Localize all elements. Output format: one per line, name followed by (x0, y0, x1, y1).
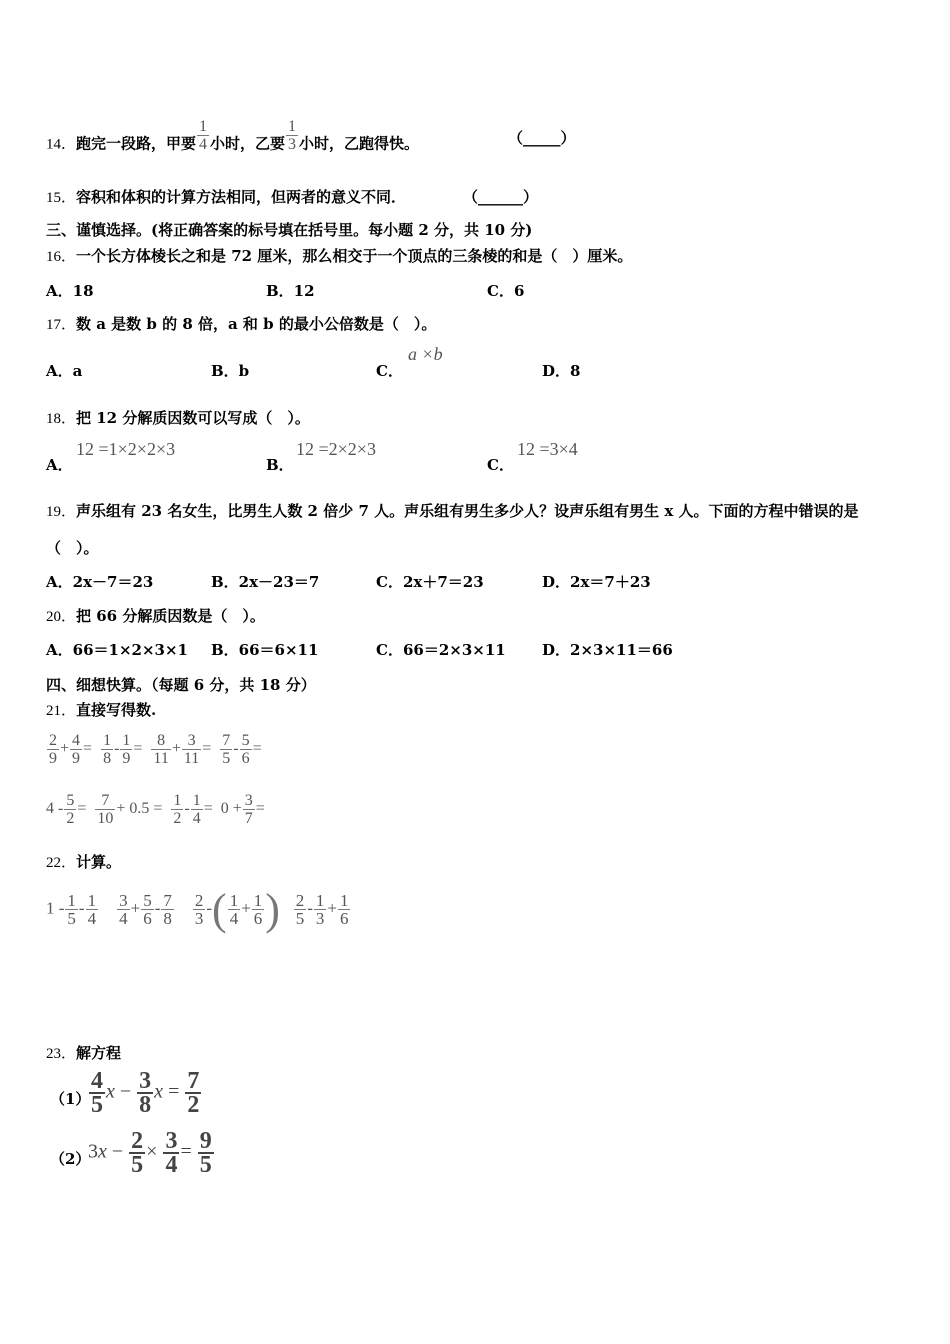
question-19 (46, 500, 859, 521)
question-text: 一个长方体棱长之和是 72 厘米，那么相交于一个顶点的三条棱的和是（ ）厘米。 (76, 247, 633, 265)
calculation-row: 1 - $\frac{1}{5}$ - $\frac{1}{4}$ $\frac{3}{4}$ + $\frac{5}{6}$ - $\frac{7}{8}$ $\frac{2}{3}$ -( $\frac{1}{4}$ + $\frac{1}{6}$ ) $\frac{2}{5}$ - $\frac{1}{3}$ + $\frac{1}{6}$ (46, 885, 349, 934)
question-text: 直接写得数. (76, 701, 157, 719)
question-text: 把 66 分解质因数是（ ）。 (76, 607, 265, 625)
question-18 (46, 407, 310, 428)
equation-2: 3x − $\frac{2}{5}$ × $\frac{3}{4}$ = $\frac{9}{5}$ (88, 1128, 212, 1178)
option-d[interactable]: D．2×3×11＝66 (542, 641, 673, 659)
question-16 (46, 245, 632, 266)
question-number: 17． (46, 317, 77, 333)
question-number: 15． (46, 190, 77, 206)
question-text: 声乐组有 23 名女生，比男生人数 2 倍少 7 人。声乐组有男生多少人？设声乐组有男生 x 人。下面的方程中错误的是 (76, 502, 859, 520)
answer-blank[interactable]: （_____） (508, 129, 576, 147)
question-text: 数 a 是数 b 的 8 倍，a 和 b 的最小公倍数是（ ）。 (76, 315, 437, 333)
option-c[interactable]: C． (376, 362, 403, 380)
equation-label-1: （1） (50, 1090, 91, 1108)
equation-1: $\frac{4}{5}$ x − $\frac{3}{8}$ x = $\frac{7}{2}$ (91, 1068, 200, 1118)
section-title: 三、谨慎选择。(将正确答案的标号填在括号里。每小题 2 分，共 10 分) (46, 221, 533, 239)
option-a[interactable]: A．a (46, 362, 83, 380)
option-a[interactable]: A． (46, 456, 73, 474)
option-a[interactable]: A．18 (46, 282, 94, 300)
expression-row-1: $\frac{2}{9}$ + $\frac{4}{9}$ = $\frac{1}{8}$ - $\frac{1}{9}$ = $\frac{8}{11}$ + $\frac{3}{11}$ = $\frac{7}{5}$ - $\frac{5}{6}$ = (49, 732, 262, 767)
question-number: 14． (46, 136, 77, 153)
option-c[interactable]: C．2x＋7＝23 (376, 573, 484, 591)
math-expression: 12 =3×4 (517, 439, 578, 459)
question-text: 把 12 分解质因数可以写成（ ）。 (76, 409, 310, 427)
math-expression: 12 =2×2×3 (296, 439, 376, 459)
option-d[interactable]: D．2x＝7＋23 (542, 573, 651, 591)
fraction-one-quarter: $\frac{1}{4}$ (199, 118, 208, 153)
question-text: 解方程 (76, 1044, 122, 1062)
question-20 (46, 605, 265, 626)
option-b[interactable]: B． (266, 456, 294, 474)
equation-label-2: （2） (50, 1150, 91, 1168)
answer-blank[interactable]: （______） (463, 188, 539, 206)
question-number: 19． (46, 504, 77, 520)
question-15 (46, 186, 406, 207)
question-23 (46, 1042, 121, 1063)
question-number: 22． (46, 855, 77, 871)
question-number: 23． (46, 1046, 77, 1062)
section-title: 四、细想快算。（每题 6 分，共 18 分） (46, 676, 316, 694)
option-b[interactable]: B．2x－23＝7 (211, 573, 320, 591)
option-b[interactable]: B．b (211, 362, 250, 380)
option-b[interactable]: B．12 (266, 282, 315, 300)
option-c[interactable]: C．66＝2×3×11 (376, 641, 506, 659)
option-a[interactable]: A．2x－7＝23 (46, 573, 154, 591)
question-number: 20． (46, 609, 77, 625)
question-22 (46, 851, 121, 872)
question-number: 21． (46, 703, 77, 719)
question-number: 16． (46, 249, 77, 265)
option-b[interactable]: B．66＝6×11 (211, 641, 319, 659)
question-number: 18． (46, 411, 77, 427)
question-text: 容积和体积的计算方法相同，但两者的意义不同． (76, 188, 407, 206)
question-text: 跑完一段路，甲要 (76, 134, 197, 153)
option-c[interactable]: C． (487, 456, 514, 474)
question-17 (46, 313, 436, 334)
fraction-one-third: $\frac{1}{3}$ (288, 118, 297, 153)
expression-row-2: 4 - $\frac{5}{2}$ = $\frac{7}{10}$ + 0.5 = $\frac{1}{2}$ - $\frac{1}{4}$ = 0 + $\frac{3}{7}$ = (46, 792, 265, 827)
option-a[interactable]: A．66＝1×2×3×1 (46, 641, 188, 659)
option-c[interactable]: C．6 (487, 282, 525, 300)
math-expression: 12 =1×2×2×3 (76, 439, 176, 459)
question-14: 14．跑完一段路，甲要 $\frac{1}{4}$ 小时，乙要 $\frac{1}{3}$ 小时，乙跑得快。 (46, 118, 420, 153)
question-21 (46, 699, 156, 720)
question-text: 计算。 (76, 853, 122, 871)
option-d[interactable]: D．8 (542, 362, 581, 380)
question-text-continued: （ ）。 (46, 539, 99, 557)
math-expression: a ×b (408, 344, 443, 364)
